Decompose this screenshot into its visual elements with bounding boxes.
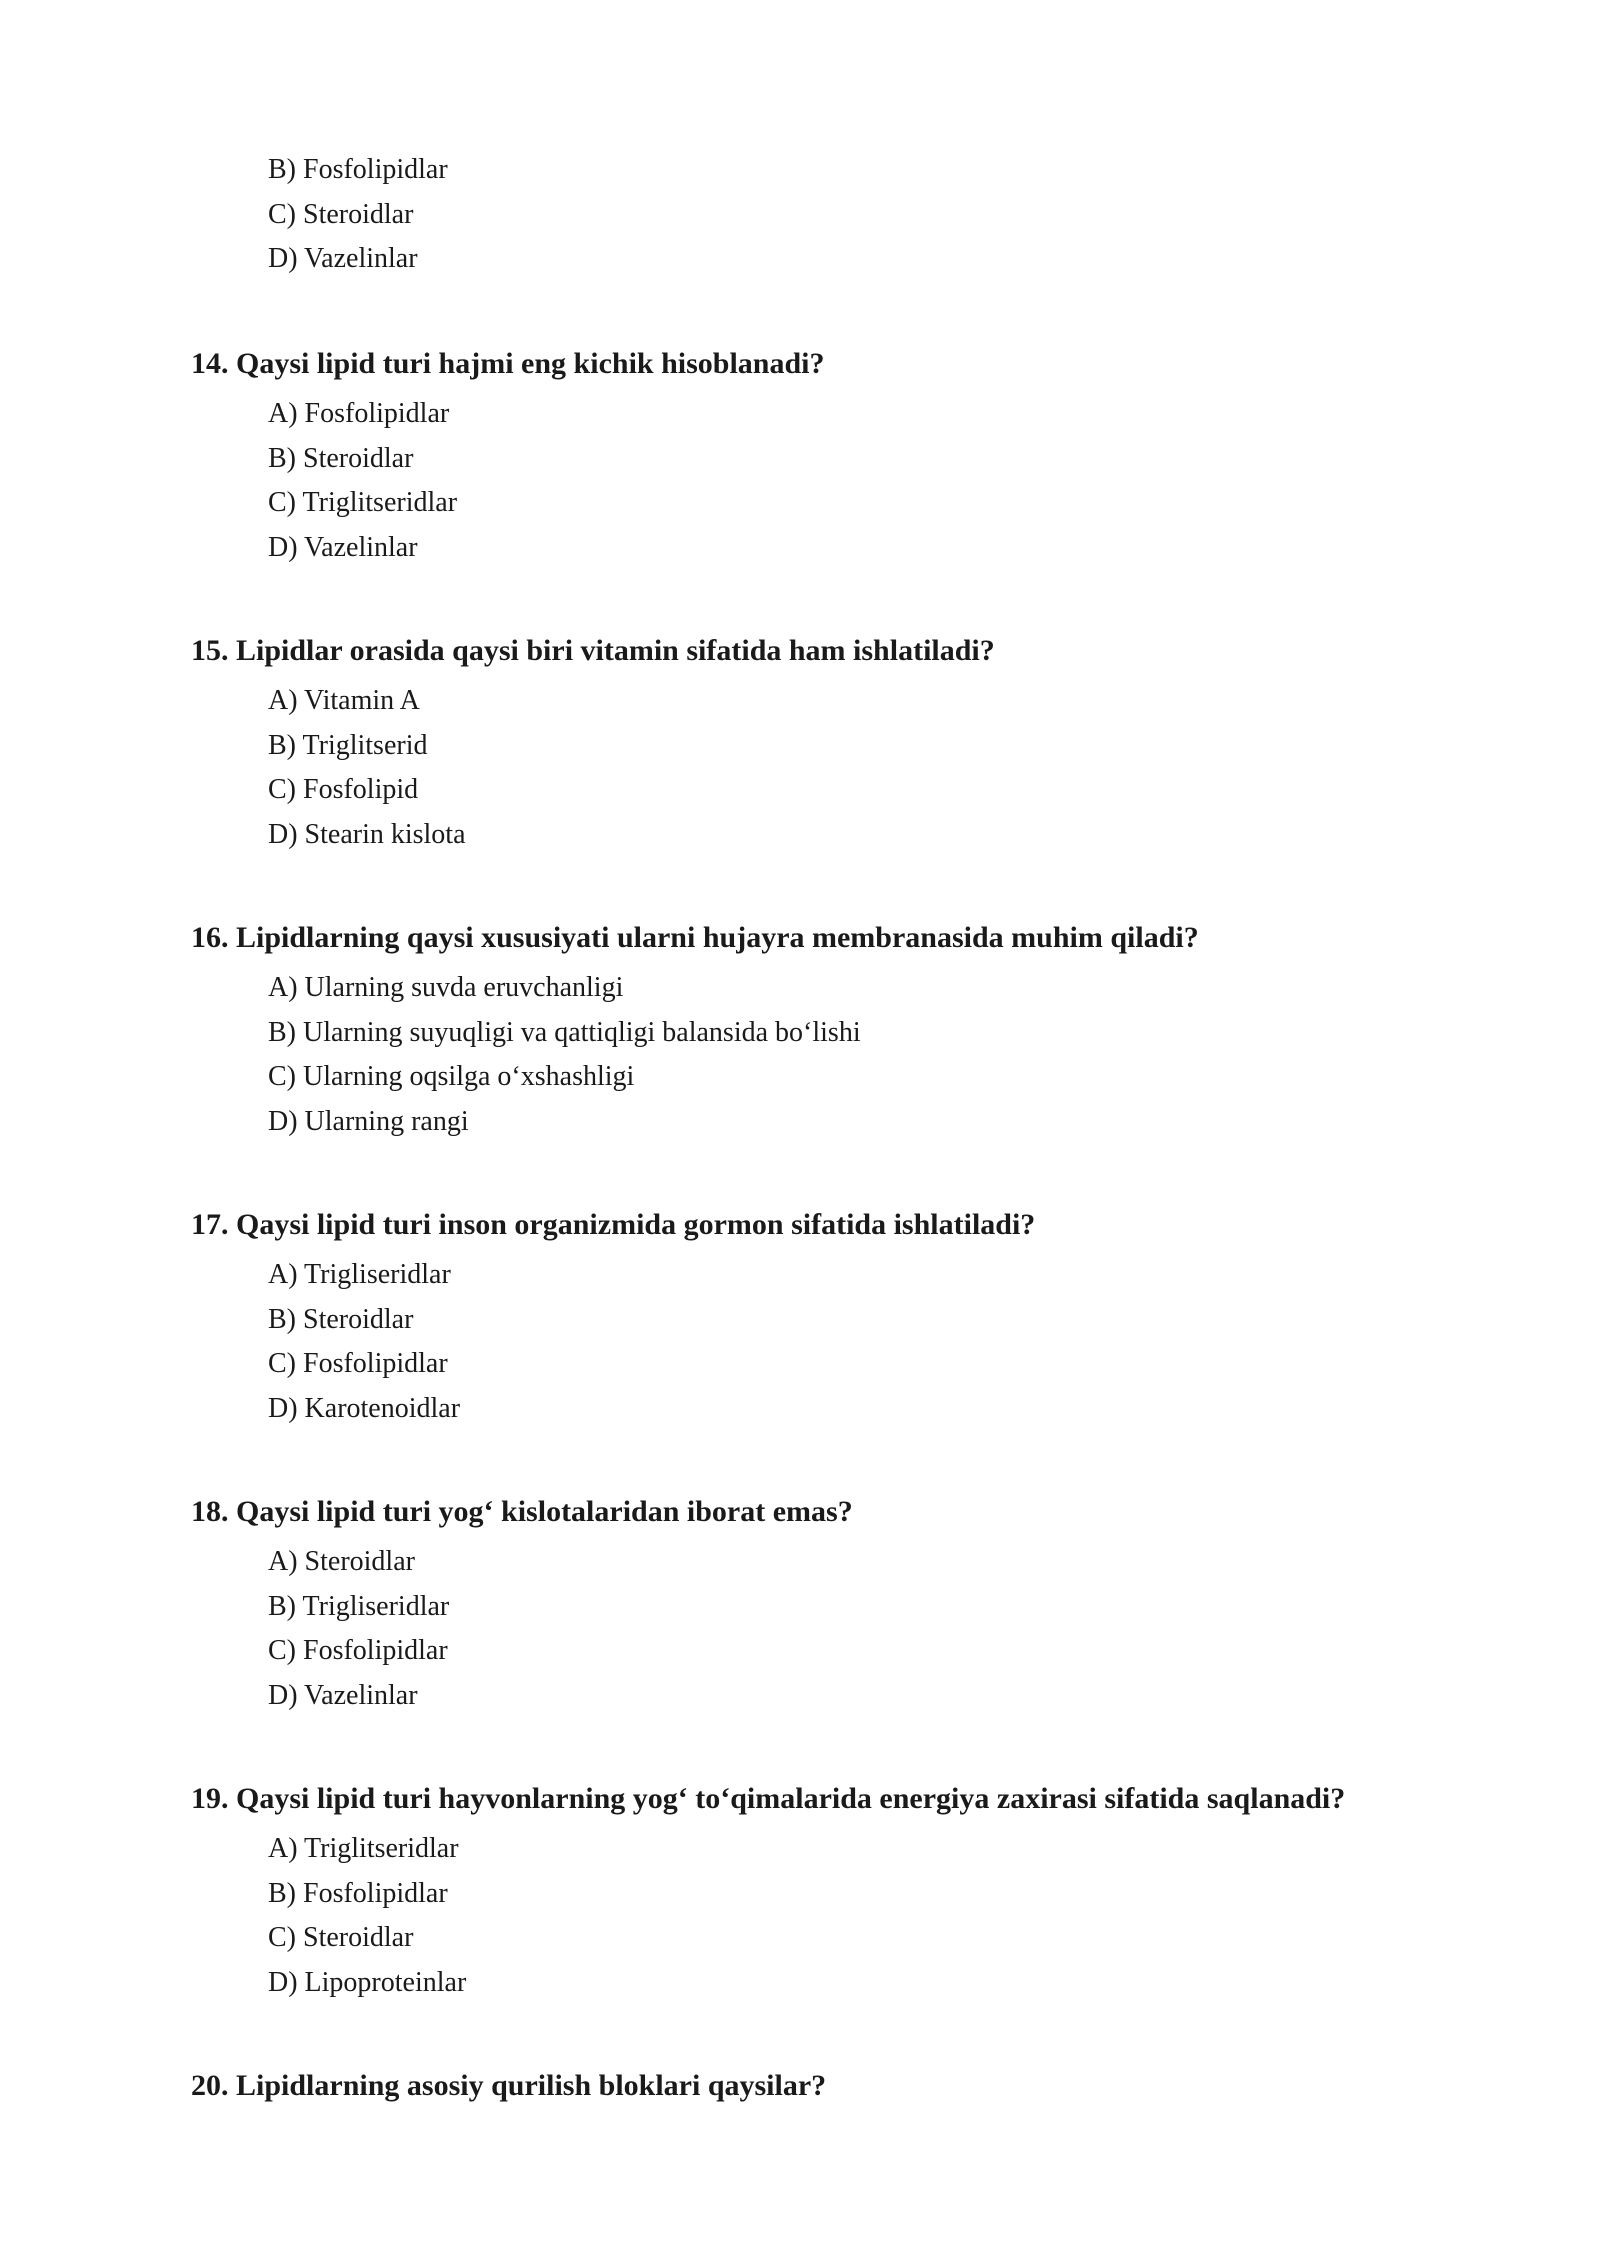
- question-title: 15. Lipidlar orasida qaysi biri vitamin sifatida ham ishlatiladi?: [191, 634, 995, 667]
- option: B) Triglitserid: [268, 729, 428, 761]
- question-title: 20. Lipidlarning asosiy qurilish bloklari qaysilar?: [191, 2069, 827, 2102]
- option: B) Fosfolipidlar: [268, 1877, 448, 1909]
- option: C) Steroidlar: [268, 1922, 414, 1954]
- options-list: [268, 1827, 1511, 2006]
- option: D) Vazelinlar: [268, 1680, 418, 1712]
- option: A) Triglitseridlar: [268, 1833, 459, 1864]
- option: A) Fosfolipidlar: [268, 398, 450, 429]
- question-title: 19. Qaysi lipid turi hayvonlarning yog‘ to‘qimalarida energiya zaxirasi sifatida saqlanadi?: [191, 1782, 1346, 1815]
- question-18: [191, 1492, 1511, 1719]
- option: A) Ularning suvda eruvchanligi: [268, 972, 624, 1003]
- question-17: [191, 1205, 1511, 1432]
- carryover-options: [268, 148, 448, 282]
- option: C) Fosfolipid: [268, 774, 419, 806]
- option: B) Trigliseridlar: [268, 1590, 450, 1622]
- question-15: [191, 631, 1511, 858]
- question-19: [191, 1779, 1511, 2006]
- options-list: [268, 679, 1511, 858]
- options-list: [268, 966, 1511, 1145]
- option: D) Lipoproteinlar: [268, 1967, 467, 1999]
- question-14: [191, 344, 1511, 571]
- question-title: 17. Qaysi lipid turi inson organizmida gormon sifatida ishlatiladi?: [191, 1208, 1036, 1241]
- option: A) Vitamin A: [268, 685, 420, 716]
- option: C) Steroidlar: [268, 198, 414, 230]
- option: D) Karotenoidlar: [268, 1393, 461, 1425]
- question-title: 14. Qaysi lipid turi hajmi eng kichik hisoblanadi?: [191, 347, 825, 380]
- option: C) Fosfolipidlar: [268, 1348, 448, 1380]
- question-16: [191, 918, 1511, 1145]
- option: B) Ularning suyuqligi va qattiqligi balansida bo‘lishi: [268, 1016, 861, 1048]
- option: B) Steroidlar: [268, 442, 414, 474]
- option: C) Ularning oqsilga o‘xshashligi: [268, 1061, 635, 1093]
- option: B) Fosfolipidlar: [268, 154, 448, 185]
- question-title: 16. Lipidlarning qaysi xususiyati ularni hujayra membranasida muhim qiladi?: [191, 921, 1199, 954]
- options-list: [268, 392, 1511, 571]
- option: C) Triglitseridlar: [268, 487, 458, 519]
- option: A) Trigliseridlar: [268, 1259, 451, 1290]
- option: C) Fosfolipidlar: [268, 1635, 448, 1667]
- option: D) Stearin kislota: [268, 819, 466, 851]
- option: B) Steroidlar: [268, 1303, 414, 1335]
- question-title: 18. Qaysi lipid turi yog‘ kislotalaridan iborat emas?: [191, 1495, 853, 1528]
- option: D) Vazelinlar: [268, 532, 418, 564]
- option: A) Steroidlar: [268, 1546, 415, 1577]
- question-20: [191, 2066, 1511, 2106]
- options-list: [268, 1253, 1511, 1432]
- option: D) Vazelinlar: [268, 243, 418, 275]
- option: D) Ularning rangi: [268, 1106, 469, 1138]
- options-list: [268, 1540, 1511, 1719]
